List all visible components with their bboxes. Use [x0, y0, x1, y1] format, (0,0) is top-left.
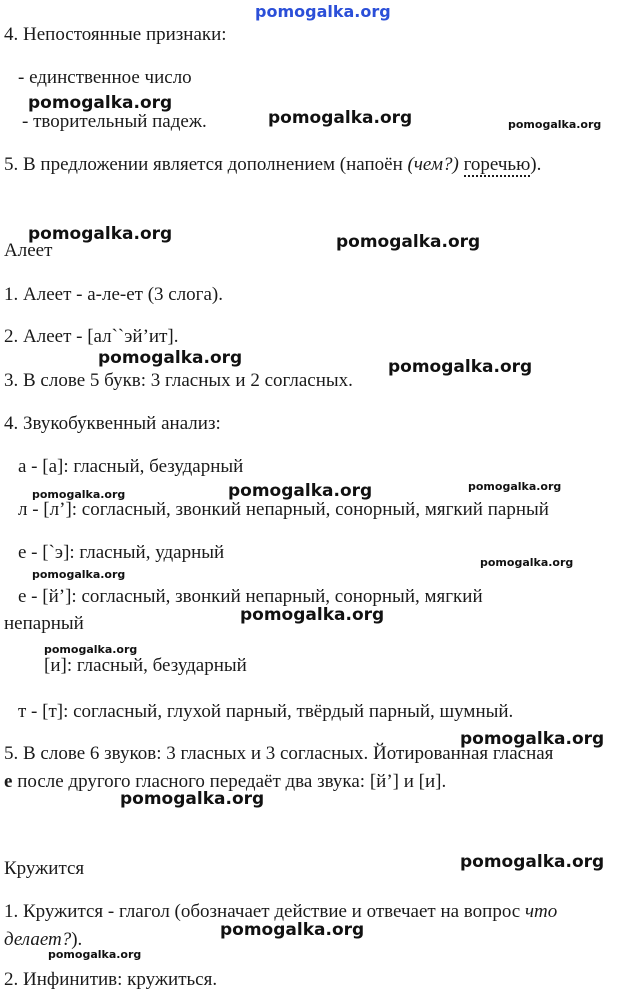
watermark: pomogalka.org [240, 605, 385, 625]
sound-l: л - [л’]: согласный, звонкий непарный, сонорный, мягкий парный [18, 499, 549, 520]
paragraph-sound-count-rest: после другого гласного передаёт два звука: [й’] и [и]. [12, 771, 447, 792]
p5-prefix: 5. В предложении является дополнением (напоён [4, 154, 408, 175]
watermark: pomogalka.org [32, 568, 126, 581]
watermark: pomogalka.org [336, 232, 481, 252]
paragraph-sound-count-line1: 5. В слове 6 звуков: 3 гласных и 3 согласных. Йотированная гласная [4, 743, 554, 764]
feature-instrumental-case: - творительный падеж. [22, 111, 207, 132]
paragraph-object-role [4, 154, 541, 176]
feature-singular: - единственное число [18, 67, 192, 88]
paragraph-letter-count: 3. В слове 5 букв: 3 гласных и 2 согласных. [4, 370, 353, 391]
watermark: pomogalka.org [220, 920, 365, 940]
watermark: pomogalka.org [120, 789, 265, 809]
sound-e-stressed: е - [`э]: гласный, ударный [18, 542, 225, 563]
heading-nonconstant-features: 4. Непостоянные признаки: [4, 24, 227, 45]
watermark: pomogalka.org [228, 481, 373, 501]
pos-close: ). [71, 929, 83, 950]
p5-underlined-word: горечью [463, 154, 531, 175]
paragraph-transcription: 2. Алеет - [ал``эй’ит]. [4, 326, 179, 347]
watermark: pomogalka.org [388, 357, 533, 377]
watermark: pomogalka.org [28, 93, 173, 113]
p5-question: (чем?) [407, 154, 459, 175]
watermark: pomogalka.org [460, 729, 605, 749]
paragraph-syllables: 1. Алеет - а-ле-ет (3 слога). [4, 284, 223, 305]
watermark: pomogalka.org [460, 852, 605, 872]
pos-question-start: что [524, 901, 558, 922]
watermark-top: pomogalka.org [255, 2, 391, 21]
word-title-kruzhitsya: Кружится [4, 858, 85, 879]
sound-t: т - [т]: согласный, глухой парный, твёрдый парный, шумный. [18, 701, 514, 722]
p5-suffix: ). [530, 154, 542, 175]
watermark: pomogalka.org [44, 643, 138, 656]
paragraph-analysis-heading: 4. Звукобуквенный анализ: [4, 413, 221, 434]
word-title-aleet: Алеет [4, 240, 53, 261]
watermark: pomogalka.org [480, 556, 574, 569]
watermark: pomogalka.org [508, 118, 602, 131]
iotated-vowel: е [4, 771, 13, 792]
sound-e-iot-line2: непарный [4, 613, 84, 634]
watermark: pomogalka.org [32, 488, 126, 501]
sound-e-iot-line1: е - [й’]: согласный, звонкий непарный, сонорный, мягкий [18, 586, 483, 607]
watermark: pomogalka.org [48, 948, 142, 961]
sound-a: а - [а]: гласный, безударный [18, 456, 244, 477]
pos-question-end: делает? [4, 929, 72, 950]
watermark: pomogalka.org [28, 224, 173, 244]
sound-i: [и]: гласный, безударный [44, 655, 247, 676]
watermark: pomogalka.org [98, 348, 243, 368]
paragraph-infinitive: 2. Инфинитив: кружиться. [4, 969, 218, 990]
pos-text: 1. Кружится - глагол (обозначает действие и отвечает на вопрос [4, 901, 525, 922]
watermark: pomogalka.org [468, 480, 562, 493]
watermark: pomogalka.org [268, 108, 413, 128]
